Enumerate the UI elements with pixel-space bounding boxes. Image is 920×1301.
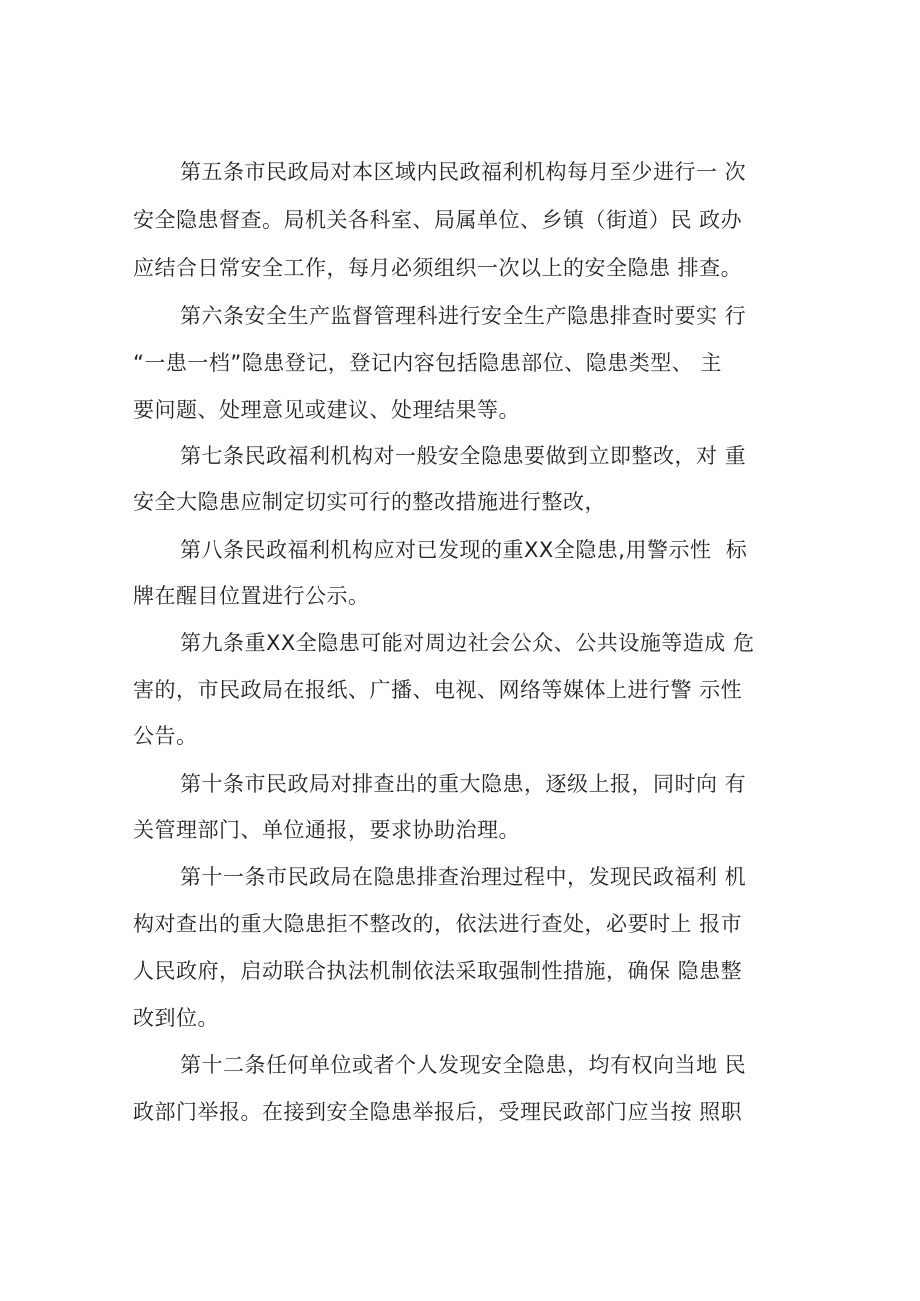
- article-8-line-2: 牌在醒目位置进行公示。: [133, 584, 370, 608]
- article-10-line-2: 关管理部门、单位通报，要求协助治理。: [133, 818, 520, 842]
- article-7-line-1: 第七条民政福利机构对一般安全隐患要做到立即整改，对 重: [180, 444, 747, 468]
- article-11-line-4: 改到位。: [133, 1006, 219, 1030]
- article-9-line-2: 害的，市民政局在报纸、广播、电视、网络等媒体上进行警 示性: [133, 678, 743, 702]
- article-7-line-2: 安全大隐患应制定切实可行的整改措施进行整改，: [133, 490, 606, 514]
- article-5-line-1: 第五条市民政局对本区域内民政福利机构每月至少进行一 次: [180, 160, 747, 184]
- article-6-line-3: 要问题、处理意见或建议、处理结果等。: [133, 398, 520, 422]
- article-8-line-1: 第八条民政福利机构应对已发现的重XX全隐患,用警示性 标: [180, 538, 748, 562]
- article-11-line-1: 第十一条市民政局在隐患排查治理过程中，发现民政福利 机: [180, 865, 747, 889]
- article-11-line-2: 构对查出的重大隐患拒不整改的，依法进行查处，必要时上 报市: [133, 912, 743, 936]
- article-5-line-2: 安全隐患督查。局机关各科室、局属单位、乡镇（街道）民 政办: [133, 208, 743, 232]
- article-11-line-3: 人民政府，启动联合执法机制依法采取强制性措施，确保 隐患整: [133, 959, 743, 983]
- article-9-line-1: 第九条重XX全隐患可能对周边社会公众、公共设施等造成 危: [180, 631, 755, 655]
- article-10-line-1: 第十条市民政局对排查出的重大隐患，逐级上报，同时向 有: [180, 772, 747, 796]
- article-9-line-3: 公告。: [133, 724, 198, 748]
- article-5-line-3: 应结合日常安全工作，每月必须组织一次以上的安全隐患 排查。: [133, 256, 743, 280]
- article-6-line-1: 第六条安全生产监督管理科进行安全生产隐患排查时要实 行: [180, 304, 747, 328]
- article-12-line-1: 第十二条任何单位或者个人发现安全隐患，均有权向当地 民: [180, 1053, 747, 1077]
- article-12-line-2: 政部门举报。在接到安全隐患举报后，受理民政部门应当按 照职: [133, 1100, 743, 1124]
- article-6-line-2: “一患一档”隐患登记，登记内容包括隐患部位、隐患类型、 主: [133, 351, 722, 375]
